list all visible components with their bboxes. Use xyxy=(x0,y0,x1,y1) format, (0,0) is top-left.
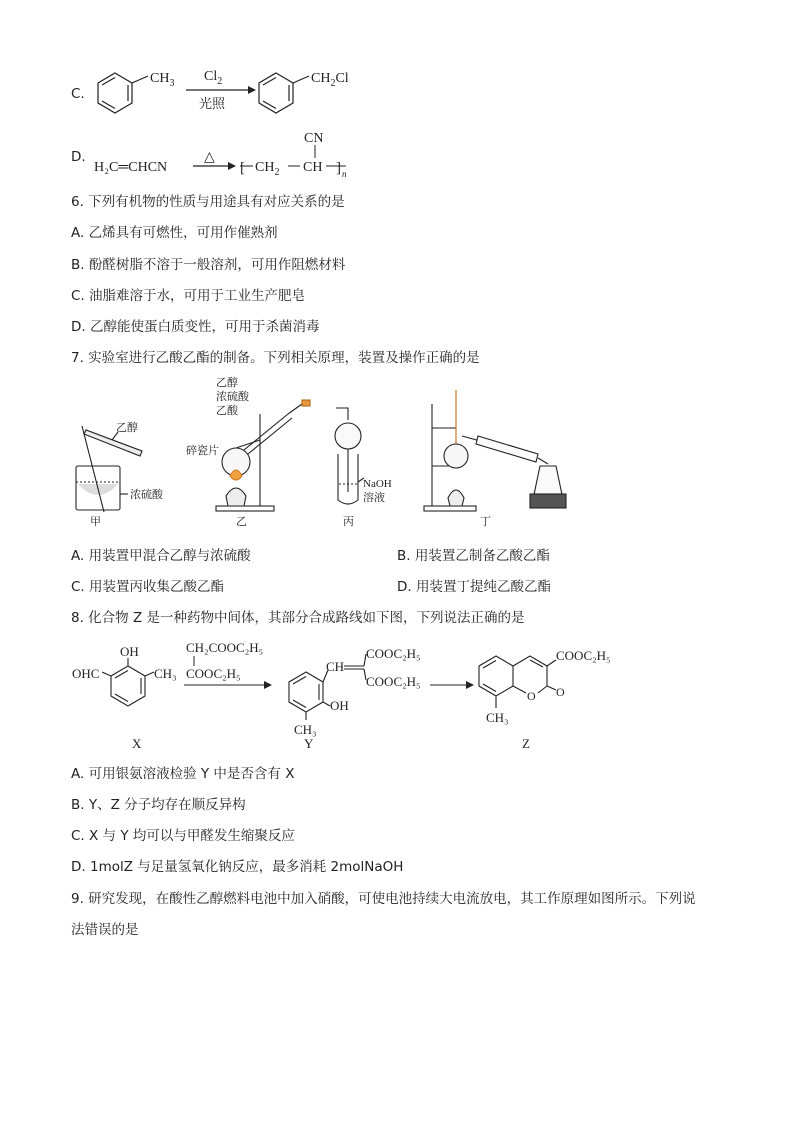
reagent-line-1: CH₂COOC₂H₅ xyxy=(186,640,264,655)
yi-chips-label: 碎瓷片 xyxy=(186,444,219,457)
svg-text:[: [ xyxy=(240,160,245,176)
y-oh: OH xyxy=(330,698,349,713)
heat-symbol: △ xyxy=(204,150,215,165)
q8-stem: 8. 化合物 Z 是一种药物中间体，其部分合成路线如下图，下列说法正确的是 xyxy=(71,610,525,626)
acrylonitrile: H₂C═CHCN xyxy=(94,160,168,175)
q8-option-a: A. 可用银氨溶液检验 Y 中是否含有 X xyxy=(71,766,295,782)
option-c-label: C. xyxy=(71,86,85,102)
q6-option-d: D. 乙醇能使蛋白质变性，可用于杀菌消毒 xyxy=(71,319,320,335)
q9-stem-line-2: 法错误的是 xyxy=(71,922,139,938)
y-label: Y xyxy=(304,736,314,751)
apparatus-ding xyxy=(424,390,566,511)
x-ch3: CH₃ xyxy=(154,666,177,681)
light-condition: 光照 xyxy=(199,97,226,112)
ch2cl-right: $CH_2Cl$ xyxy=(311,71,349,89)
q7-option-d: D. 用装置丁提纯乙酸乙酯 xyxy=(397,579,551,595)
z-ester: COOC₂H₅ xyxy=(556,648,611,663)
benzene-ring-toluene xyxy=(98,73,148,113)
option-d-label: D. xyxy=(71,149,86,165)
molecule-x xyxy=(102,658,154,706)
q7-apparatus-figure xyxy=(68,374,568,532)
y-ch3: CH₃ xyxy=(294,722,317,737)
ch3-left: $CH_3$ xyxy=(150,71,175,89)
ding-label: 丁 xyxy=(480,515,491,528)
q6-option-b: B. 酚醛树脂不溶于一般溶剂，可用作阻燃材料 xyxy=(71,257,346,273)
q7-option-b: B. 用装置乙制备乙酸乙酯 xyxy=(397,548,550,564)
reagent-line-2: COOC₂H₅ xyxy=(186,666,241,681)
q9-stem-line-1: 9. 研究发现，在酸性乙醇燃料电池中加入硝酸，可使电池持续大电流放电，其工作原理如图所示。下列说 xyxy=(71,891,696,907)
molecule-z xyxy=(479,656,556,708)
q6-stem: 6. 下列有机物的性质与用途具有对应关系的是 xyxy=(71,194,345,210)
apparatus-bing xyxy=(335,408,364,504)
z-label: Z xyxy=(522,736,530,751)
z-o-keto: O xyxy=(556,685,565,699)
benzene-ring-benzyl xyxy=(259,73,309,113)
q8-option-d: D. 1molZ 与足量氢氧化钠反应，最多消耗 2molNaOH xyxy=(71,859,404,875)
polymer-cn: CN xyxy=(304,131,324,146)
x-cho: OHC xyxy=(72,666,100,681)
svg-text:]: ] xyxy=(336,160,341,176)
x-label: X xyxy=(132,736,142,751)
jia-acid-label: 浓硫酸 xyxy=(130,488,163,501)
option-d-reaction xyxy=(88,125,378,185)
q8-option-c: C. X 与 Y 均可以与甲醛发生缩聚反应 xyxy=(71,828,295,844)
bing-naoh-label: NaOH xyxy=(363,478,392,490)
polymer-n: n xyxy=(342,169,347,179)
bing-solution-label: 溶液 xyxy=(363,491,385,504)
yi-label: 乙 xyxy=(236,515,247,528)
q6-option-c: C. 油脂难溶于水，可用于工业生产肥皂 xyxy=(71,288,306,304)
option-c-reaction xyxy=(88,62,378,122)
cl2-reagent: $Cl_2$ xyxy=(204,69,223,87)
q8-synthesis-route xyxy=(68,636,628,756)
polymer-ch: CH xyxy=(303,160,323,175)
polymer-ch2: $CH_2$ xyxy=(255,160,280,178)
bing-label: 丙 xyxy=(343,515,354,528)
yi-reagent-2: 浓硫酸 xyxy=(216,390,249,403)
y-ester-2: COOC₂H₅ xyxy=(366,674,421,689)
y-ester-1: COOC₂H₅ xyxy=(366,646,421,661)
yi-reagent-1: 乙醇 xyxy=(216,376,238,389)
q6-option-a: A. 乙烯具有可燃性，可用作催熟剂 xyxy=(71,225,278,241)
q7-option-a: A. 用装置甲混合乙醇与浓硫酸 xyxy=(71,548,251,564)
z-o-ring: O xyxy=(527,689,536,703)
yi-reagent-3: 乙酸 xyxy=(216,404,238,417)
y-ch: CH xyxy=(326,659,345,674)
z-ch3: CH₃ xyxy=(486,710,509,725)
q7-option-c: C. 用装置丙收集乙酸乙酯 xyxy=(71,579,225,595)
x-oh: OH xyxy=(120,644,139,659)
jia-ethanol-label: 乙醇 xyxy=(116,421,138,434)
q7-stem: 7. 实验室进行乙酸乙酯的制备。下列相关原理，装置及操作正确的是 xyxy=(71,350,480,366)
jia-label: 甲 xyxy=(90,515,101,528)
q8-option-b: B. Y、Z 分子均存在顺反异构 xyxy=(71,797,246,813)
